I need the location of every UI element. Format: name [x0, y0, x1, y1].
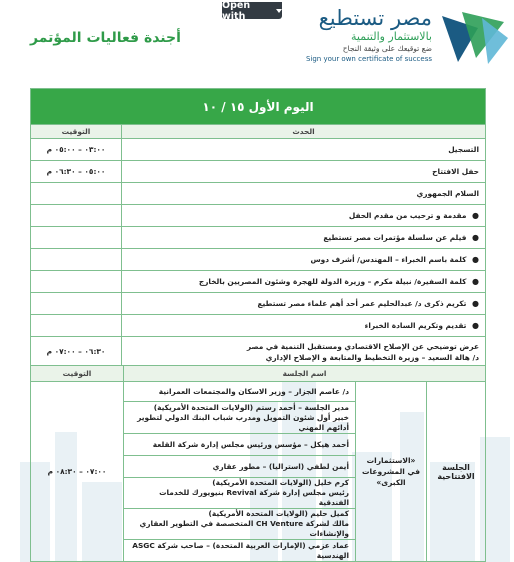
event-cell [122, 205, 486, 227]
table-row [31, 315, 486, 337]
event-cell: التسجيل [122, 139, 486, 161]
logo-slogan-arabic: ضع توقيعك على وثيقة النجاح [342, 44, 432, 53]
table-row [31, 139, 486, 161]
bullet-icon: ● [472, 233, 479, 242]
session-time: ٠٧:٠٠ – ٠٨:٣٠ م [31, 382, 124, 562]
table-row [31, 183, 486, 205]
logo-slogan-english: Sign your own certificate of success [305, 55, 432, 63]
bullet-icon: ● [472, 299, 479, 308]
event-cell [122, 337, 486, 367]
speaker-cell [124, 434, 356, 456]
table-row [31, 249, 486, 271]
logo-emblem-icon [438, 8, 510, 66]
speaker-subline: خبير أول شئون التمويل ومدرب شباب البنك الدولي لتطوير أدائهم المهني [137, 412, 349, 432]
time-cell [31, 271, 122, 293]
event-text: تقديم وتكريم السادة الخبراء [364, 321, 467, 330]
bullet-icon: ● [472, 211, 479, 220]
speaker-cell [124, 456, 356, 478]
time-cell: ٠٦:٣٠ – ٠٧:٠٠ م [31, 337, 122, 367]
col-event-header: الحدث [122, 125, 486, 139]
open-with-button[interactable] [222, 0, 282, 22]
table-row [31, 271, 486, 293]
event-cell [122, 315, 486, 337]
logo-brand-subtitle: بالاستثمار والتنمية [351, 30, 432, 43]
table-row [31, 205, 486, 227]
speaker-line: مدير الجلسة – أحمد رستم (الولايات المتحدة الأمريكية) [153, 402, 349, 412]
col-session-header: اسم الجلسة [124, 366, 486, 382]
event-text: تكريم ذكرى د/ عبدالحليم عمر أحد أهم علماء مصر تستطيع [257, 299, 467, 308]
speaker-cell [124, 540, 356, 562]
event-cell [122, 293, 486, 315]
caret-down-icon [276, 9, 282, 13]
event-cell: السلام الجمهوري [122, 183, 486, 205]
event-cell: حفل الافتتاح [122, 161, 486, 183]
col-time-header: التوقيت [31, 125, 122, 139]
speaker-cell [124, 478, 356, 509]
event-text: مقدمة و ترحيب من مقدم الحفل [348, 211, 467, 220]
time-cell: ٠٥:٠٠ – ٠٦:٣٠ م [31, 161, 122, 183]
event-text: فيلم عن سلسلة مؤتمرات مصر تستطيع [323, 233, 467, 242]
bullet-icon: ● [472, 277, 479, 286]
speaker-line: أيمن لطفي (استراليا) – مطور عقاري [212, 461, 349, 471]
table-row [31, 293, 486, 315]
speaker-line: كميل حليم (الولايات المتحدة الأمريكية) [208, 509, 349, 518]
speaker-line: أحمد هيكل – مؤسس ورئيس مجلس إدارة شركة القلعة [152, 439, 349, 449]
speaker-cell [124, 402, 356, 434]
time-cell [31, 315, 122, 337]
day1-agenda-table [30, 88, 486, 367]
page-title: أجندة فعاليات المؤتمر [30, 30, 181, 46]
session-topic: «الاستثمارات في المشروعات الكبرى» [356, 382, 427, 562]
logo-brand-text: مصر تستطيع [318, 6, 432, 30]
table-row [31, 227, 486, 249]
opening-session-table [30, 365, 486, 562]
logo [305, 6, 510, 66]
event-text: كلمة السفيرة/ نبيلة مكرم – وزيرة الدولة للهجرة وشئون المصريين بالخارج [198, 277, 467, 286]
bullet-icon: ● [472, 321, 479, 330]
event-text: كلمة باسم الخبراء – المهندس/ أشرف دوس [310, 255, 467, 264]
table-row [31, 382, 486, 402]
speaker-subline: رئيس مجلس إدارة شركة Revival بنيويورك للخدمات الفندقية [159, 488, 349, 507]
event-cell [122, 249, 486, 271]
event-subtext: د/ هالة السعيد – وزيرة التخطيط والمتابعة و الإصلاح الإداري [265, 352, 479, 362]
col-time-header: التوقيت [31, 366, 124, 382]
day1-title: اليوم الأول ١٥ / ١٠ [31, 89, 486, 125]
speaker-cell [124, 382, 356, 402]
speaker-line: د/ عاصم الجزار – وزير الاسكان والمجتمعات العمرانية [158, 386, 349, 396]
table-row [31, 337, 486, 367]
event-text: عرض توضيحي عن الإصلاح الاقتصادي ومستقبل التنمية في مصر [246, 341, 479, 351]
session-name: الجلسة الافتتاحية [427, 382, 486, 562]
speaker-line: كرم خليل (الولايات المتحدة الأمريكية) [212, 478, 349, 487]
speaker-cell [124, 509, 356, 540]
time-cell [31, 227, 122, 249]
time-cell: ٠٣:٠٠ – ٠٥:٠٠ م [31, 139, 122, 161]
event-cell [122, 227, 486, 249]
speaker-subline: مالك لشركة CH Venture المتخصصة في التطوير العقاري والإنشاءات [139, 519, 349, 538]
table-row [31, 161, 486, 183]
time-cell [31, 293, 122, 315]
time-cell [31, 205, 122, 227]
speaker-line: عماد عزمي (الإمارات العربية المتحدة) – صاحب شركة ASGC الهندسية [132, 540, 349, 560]
event-cell [122, 271, 486, 293]
time-cell [31, 183, 122, 205]
bullet-icon: ● [472, 255, 479, 264]
open-with-label: Open with [222, 0, 251, 22]
time-cell [31, 249, 122, 271]
